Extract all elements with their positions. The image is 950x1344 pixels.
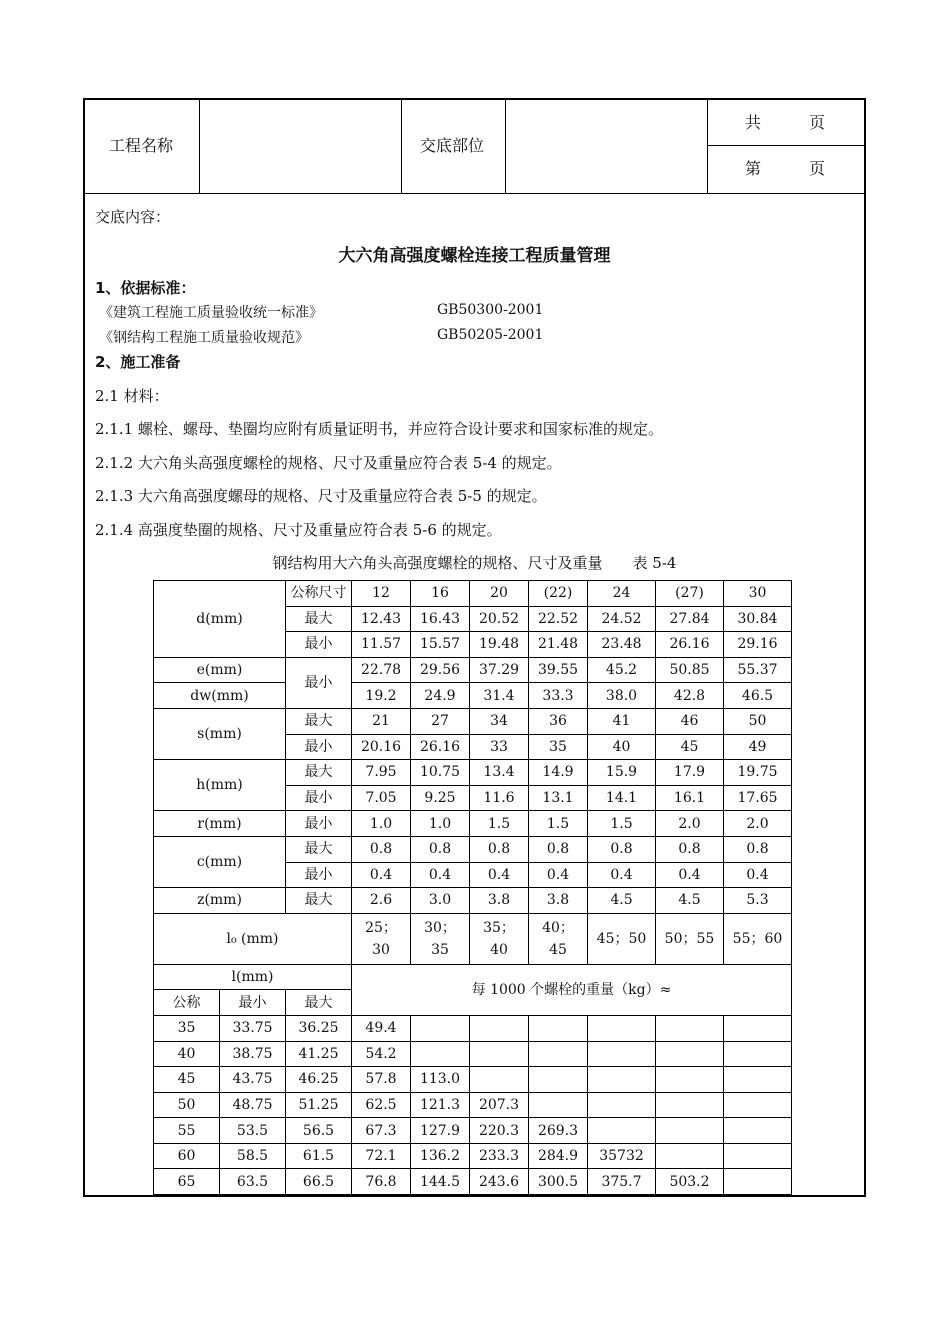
param-label: dw(mm)	[154, 683, 286, 709]
l-nominal: 50	[154, 1092, 220, 1118]
value-cell: 16.43	[411, 606, 470, 632]
value-cell: 0.4	[470, 862, 529, 888]
value-cell: 3.8	[529, 888, 588, 914]
value-cell: 2.6	[352, 888, 411, 914]
value-cell: 0.8	[352, 836, 411, 862]
value-cell	[588, 1118, 656, 1144]
table-row	[154, 913, 792, 964]
l-col-header: 最小	[220, 990, 286, 1016]
value-cell: 31.4	[470, 683, 529, 709]
value-cell: 55.37	[724, 657, 792, 683]
l-nominal: 55	[154, 1118, 220, 1144]
value-cell: 34	[470, 708, 529, 734]
value-cell: 243.6	[470, 1169, 529, 1195]
value-cell	[656, 1118, 724, 1144]
total-pages-label: 共 页	[745, 113, 826, 132]
table-row	[154, 683, 792, 709]
value-cell: 10.75	[411, 760, 470, 786]
l-min: 53.5	[220, 1118, 286, 1144]
value-cell	[529, 1015, 588, 1041]
l-max: 61.5	[286, 1143, 352, 1169]
l-max: 41.25	[286, 1041, 352, 1067]
l-min: 63.5	[220, 1169, 286, 1195]
value-cell: 50.85	[656, 657, 724, 683]
value-cell: 1.0	[411, 811, 470, 837]
value-cell: 0.8	[588, 836, 656, 862]
standard-code: GB50205-2001	[437, 327, 544, 343]
value-cell: 67.3	[352, 1118, 411, 1144]
value-cell: 17.65	[724, 785, 792, 811]
table-row	[154, 1169, 792, 1195]
l-max: 51.25	[286, 1092, 352, 1118]
limit-label: 最大	[286, 888, 352, 914]
l-min: 58.5	[220, 1143, 286, 1169]
form-header	[85, 100, 864, 194]
limit-label: 最小	[286, 657, 352, 708]
value-cell: 45.2	[588, 657, 656, 683]
table-caption: 钢结构用大六角头高强度螺栓的规格、尺寸及重量 表 5-4	[272, 554, 677, 572]
value-cell: 22.78	[352, 657, 411, 683]
value-cell: 0.8	[470, 836, 529, 862]
value-cell: 35	[529, 734, 588, 760]
value-cell: 72.1	[352, 1143, 411, 1169]
l-min: 33.75	[220, 1015, 286, 1041]
l0-value: 55；60	[724, 913, 792, 964]
value-cell: 269.3	[529, 1118, 588, 1144]
value-cell: 19.48	[470, 632, 529, 658]
value-cell: 54.2	[352, 1041, 411, 1067]
value-cell: 29.16	[724, 632, 792, 658]
value-cell: 27.84	[656, 606, 724, 632]
value-cell: 17.9	[656, 760, 724, 786]
value-cell: 0.4	[411, 862, 470, 888]
value-cell	[588, 1041, 656, 1067]
value-cell: 12.43	[352, 606, 411, 632]
value-cell: 1.5	[470, 811, 529, 837]
size-header: 16	[411, 581, 470, 607]
value-cell: 19.2	[352, 683, 411, 709]
l-min: 43.75	[220, 1067, 286, 1093]
section-2-heading: 2、施工准备	[95, 353, 181, 371]
value-cell: 1.0	[352, 811, 411, 837]
value-cell	[724, 1143, 792, 1169]
param-label: h(mm)	[154, 760, 286, 811]
value-cell: 21	[352, 708, 411, 734]
value-cell: 2.0	[656, 811, 724, 837]
table-row	[154, 1092, 792, 1118]
value-cell: 375.7	[588, 1169, 656, 1195]
value-cell: 503.2	[656, 1169, 724, 1195]
value-cell: 35732	[588, 1143, 656, 1169]
size-header: 12	[352, 581, 411, 607]
value-cell: 0.4	[656, 862, 724, 888]
value-cell: 49.4	[352, 1015, 411, 1041]
value-cell	[529, 1041, 588, 1067]
value-cell: 57.8	[352, 1067, 411, 1093]
value-cell	[724, 1067, 792, 1093]
table-row	[154, 964, 792, 990]
value-cell: 40	[588, 734, 656, 760]
value-cell: 49	[724, 734, 792, 760]
l-col-header: 最大	[286, 990, 352, 1016]
value-cell: 4.5	[656, 888, 724, 914]
l-max: 56.5	[286, 1118, 352, 1144]
param-label: r(mm)	[154, 811, 286, 837]
value-cell: 0.4	[588, 862, 656, 888]
value-cell: 144.5	[411, 1169, 470, 1195]
table-row	[154, 888, 792, 914]
l0-value: 40； 45	[529, 913, 588, 964]
document-title: 大六角高强度螺栓连接工程质量管理	[338, 246, 611, 266]
l0-value: 45；50	[588, 913, 656, 964]
value-cell: 2.0	[724, 811, 792, 837]
value-cell: 38.0	[588, 683, 656, 709]
standard-name: 《钢结构工程施工质量验收规范》	[99, 330, 309, 346]
value-cell: 20.16	[352, 734, 411, 760]
value-cell: 0.8	[411, 836, 470, 862]
value-cell: 13.1	[529, 785, 588, 811]
limit-label: 最小	[286, 862, 352, 888]
table-row	[154, 657, 792, 683]
value-cell: 62.5	[352, 1092, 411, 1118]
value-cell	[656, 1143, 724, 1169]
l-min: 38.75	[220, 1041, 286, 1067]
value-cell: 46	[656, 708, 724, 734]
value-cell	[529, 1067, 588, 1093]
l-label: l(mm)	[154, 964, 352, 990]
value-cell: 22.52	[529, 606, 588, 632]
value-cell: 21.48	[529, 632, 588, 658]
content-label: 交底内容：	[95, 208, 171, 226]
l-max: 66.5	[286, 1169, 352, 1195]
value-cell	[724, 1015, 792, 1041]
value-cell: 127.9	[411, 1118, 470, 1144]
size-header: 20	[470, 581, 529, 607]
l0-value: 25； 30	[352, 913, 411, 964]
value-cell: 24.52	[588, 606, 656, 632]
param-label: s(mm)	[154, 708, 286, 759]
paragraph: 2.1 材料：	[95, 387, 169, 405]
value-cell: 26.16	[411, 734, 470, 760]
size-header: 24	[588, 581, 656, 607]
value-cell: 33	[470, 734, 529, 760]
size-header: (27)	[656, 581, 724, 607]
value-cell: 27	[411, 708, 470, 734]
value-cell: 15.57	[411, 632, 470, 658]
table-row	[154, 811, 792, 837]
value-cell: 0.4	[352, 862, 411, 888]
value-cell	[588, 1092, 656, 1118]
value-cell: 14.9	[529, 760, 588, 786]
value-cell: 15.9	[588, 760, 656, 786]
value-cell: 5.3	[724, 888, 792, 914]
l0-value: 35； 40	[470, 913, 529, 964]
value-cell: 233.3	[470, 1143, 529, 1169]
standard-code: GB50300-2001	[437, 302, 544, 318]
limit-label: 最小	[286, 811, 352, 837]
paragraph: 2.1.1 螺栓、螺母、垫圈均应附有质量证明书，并应符合设计要求和国家标准的规定。	[95, 420, 663, 438]
paragraph: 2.1.4 高强度垫圈的规格、尺寸及重量应符合表 5-6 的规定。	[95, 521, 502, 539]
param-label: e(mm)	[154, 657, 286, 683]
value-cell: 0.4	[724, 862, 792, 888]
table-row	[154, 1015, 792, 1041]
table-row	[154, 581, 792, 607]
value-cell	[724, 1169, 792, 1195]
l-col-header: 公称	[154, 990, 220, 1016]
l-min: 48.75	[220, 1092, 286, 1118]
value-cell	[470, 1041, 529, 1067]
table-row	[154, 760, 792, 786]
value-cell: 36	[529, 708, 588, 734]
l0-value: 30； 35	[411, 913, 470, 964]
value-cell: 26.16	[656, 632, 724, 658]
value-cell: 39.55	[529, 657, 588, 683]
value-cell	[470, 1067, 529, 1093]
value-cell: 207.3	[470, 1092, 529, 1118]
value-cell	[470, 1015, 529, 1041]
value-cell: 121.3	[411, 1092, 470, 1118]
param-label: z(mm)	[154, 888, 286, 914]
value-cell: 37.29	[470, 657, 529, 683]
value-cell: 19.75	[724, 760, 792, 786]
size-header: (22)	[529, 581, 588, 607]
value-cell	[529, 1092, 588, 1118]
l-nominal: 60	[154, 1143, 220, 1169]
disclosure-part-label: 交底部位	[420, 136, 485, 155]
param-label: d(mm)	[154, 581, 286, 658]
value-cell: 0.8	[724, 836, 792, 862]
l-max: 36.25	[286, 1015, 352, 1041]
value-cell	[724, 1118, 792, 1144]
nominal-size-label: 公称尺寸	[286, 581, 352, 607]
value-cell	[724, 1092, 792, 1118]
l0-value: 50；55	[656, 913, 724, 964]
value-cell: 136.2	[411, 1143, 470, 1169]
l-nominal: 65	[154, 1169, 220, 1195]
limit-label: 最大	[286, 606, 352, 632]
value-cell: 7.05	[352, 785, 411, 811]
value-cell	[656, 1015, 724, 1041]
l-max: 46.25	[286, 1067, 352, 1093]
l0-label: l₀ (mm)	[154, 913, 352, 964]
value-cell: 284.9	[529, 1143, 588, 1169]
value-cell: 16.1	[656, 785, 724, 811]
value-cell	[411, 1015, 470, 1041]
table-row	[154, 708, 792, 734]
paragraph: 2.1.3 大六角高强度螺母的规格、尺寸及重量应符合表 5-5 的规定。	[95, 487, 547, 505]
table-row	[154, 836, 792, 862]
value-cell	[724, 1041, 792, 1067]
value-cell: 46.5	[724, 683, 792, 709]
value-cell	[411, 1041, 470, 1067]
limit-label: 最小	[286, 785, 352, 811]
limit-label: 最小	[286, 632, 352, 658]
value-cell	[588, 1015, 656, 1041]
value-cell	[656, 1041, 724, 1067]
table-row	[154, 1143, 792, 1169]
limit-label: 最大	[286, 836, 352, 862]
value-cell: 13.4	[470, 760, 529, 786]
value-cell: 33.3	[529, 683, 588, 709]
value-cell: 0.8	[529, 836, 588, 862]
value-cell: 300.5	[529, 1169, 588, 1195]
table-row	[154, 1067, 792, 1093]
value-cell: 41	[588, 708, 656, 734]
project-name-label: 工程名称	[109, 136, 174, 155]
value-cell: 0.4	[529, 862, 588, 888]
value-cell: 0.8	[656, 836, 724, 862]
value-cell: 11.57	[352, 632, 411, 658]
limit-label: 最小	[286, 734, 352, 760]
value-cell: 3.8	[470, 888, 529, 914]
value-cell: 4.5	[588, 888, 656, 914]
value-cell: 1.5	[588, 811, 656, 837]
value-cell	[656, 1092, 724, 1118]
l-nominal: 45	[154, 1067, 220, 1093]
size-header: 30	[724, 581, 792, 607]
value-cell: 20.52	[470, 606, 529, 632]
value-cell: 9.25	[411, 785, 470, 811]
value-cell: 50	[724, 708, 792, 734]
table-row	[154, 1041, 792, 1067]
l-nominal: 40	[154, 1041, 220, 1067]
value-cell: 11.6	[470, 785, 529, 811]
value-cell: 113.0	[411, 1067, 470, 1093]
limit-label: 最大	[286, 708, 352, 734]
value-cell: 220.3	[470, 1118, 529, 1144]
standard-name: 《建筑工程施工质量验收统一标准》	[99, 305, 323, 321]
value-cell: 45	[656, 734, 724, 760]
value-cell: 14.1	[588, 785, 656, 811]
value-cell: 1.5	[529, 811, 588, 837]
bolt-spec-table	[153, 580, 792, 1195]
value-cell	[588, 1067, 656, 1093]
page-number-label: 第 页	[745, 159, 826, 178]
value-cell: 29.56	[411, 657, 470, 683]
disclosure-form	[83, 98, 866, 1197]
value-cell: 24.9	[411, 683, 470, 709]
weight-label: 每 1000 个螺栓的重量（kg）≈	[352, 964, 792, 1015]
value-cell: 23.48	[588, 632, 656, 658]
param-label: c(mm)	[154, 836, 286, 887]
value-cell	[656, 1067, 724, 1093]
value-cell: 30.84	[724, 606, 792, 632]
value-cell: 76.8	[352, 1169, 411, 1195]
value-cell: 7.95	[352, 760, 411, 786]
l-nominal: 35	[154, 1015, 220, 1041]
limit-label: 最大	[286, 760, 352, 786]
value-cell: 3.0	[411, 888, 470, 914]
table-row	[154, 1118, 792, 1144]
paragraph: 2.1.2 大六角头高强度螺栓的规格、尺寸及重量应符合表 5-4 的规定。	[95, 454, 562, 472]
value-cell: 42.8	[656, 683, 724, 709]
section-1-heading: 1、依据标准：	[95, 279, 196, 297]
